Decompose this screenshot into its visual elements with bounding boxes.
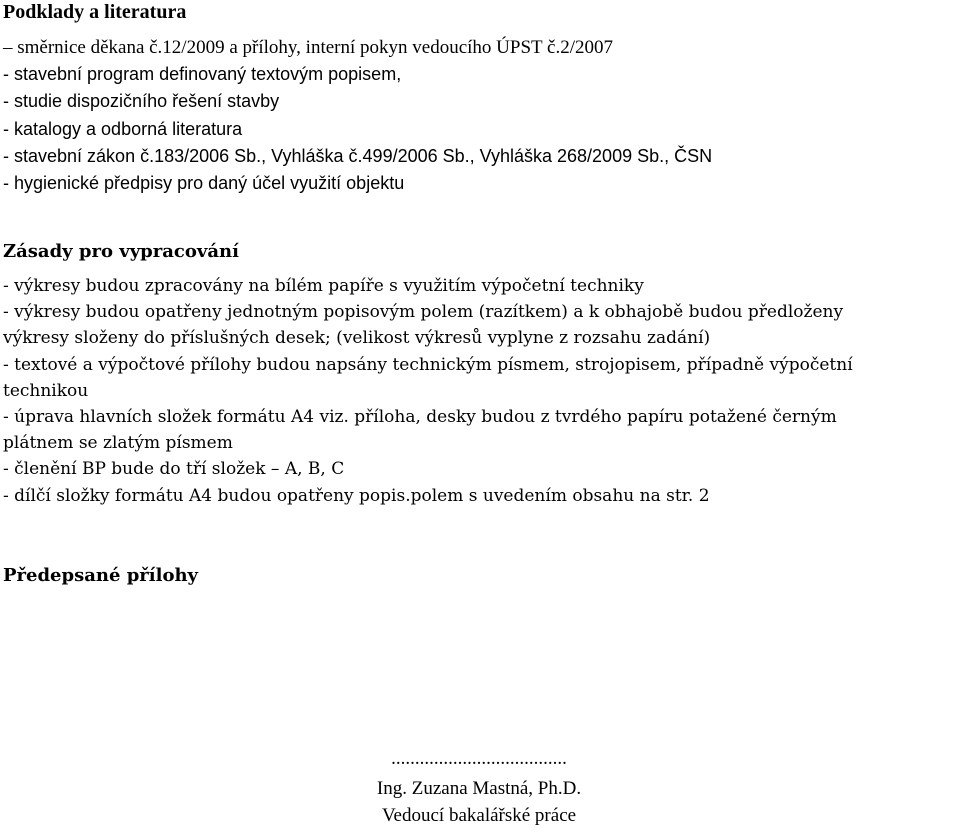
podklady-list [3,34,712,197]
zasady-list [3,273,853,509]
list-item: - členění BP bude do tří složek – A, B, C [3,459,345,480]
list-item: - studie dispozičního řešení stavby [3,91,280,112]
list-item: - výkresy budou zpracovány na bílém papíře s využitím výpočetní techniky [3,276,644,296]
list-item: výkresy složeny do příslušných desek; (velikost výkresů vyplyne z rozsahu zadání) [3,328,711,349]
supervisor-name: Ing. Zuzana Mastná, Ph.D. [376,778,582,799]
signature-block [329,742,629,829]
list-item: - katalogy a odborná literatura [3,118,243,139]
list-item: - úprava hlavních složek formátu A4 viz. příloha, desky budou z tvrdého papíru potažené černým [3,407,837,428]
supervisor-role: Vedoucí bakalářské práce [381,805,577,826]
list-item: - dílčí složky formátu A4 budou opatřeny popis.polem s uvedením obsahu na str. 2 [3,485,710,506]
list-item: technikou [3,380,89,401]
list-item: - stavební program definovaný textovým popisem, [3,64,402,85]
section-title-podklady: Podklady a literatura [3,1,187,23]
list-item: - stavební zákon č.183/2006 Sb., Vyhláška č.499/2006 Sb., Vyhláška 268/2009 Sb., ČSN [3,145,713,166]
list-item: – směrnice děkana č.12/2009 a přílohy, interní pokyn vedoucího ÚPST č.2/2007 [3,37,613,58]
section-title-prilohy: Předepsané přílohy [3,565,198,586]
list-item: plátnem se zlatým písmem [3,433,233,454]
signature-line: ..................................... [391,748,567,769]
list-item: - textové a výpočtové přílohy budou napsány technickým písmem, strojopisem, případně výpočetní [3,354,853,375]
list-item: - výkresy budou opatřeny jednotným popisovým polem (razítkem) a k obhajobě budou předloženy [3,302,844,323]
section-title-zasady: Zásady pro vypracování [3,241,239,262]
list-item: - hygienické předpisy pro daný účel využití objektu [3,173,405,194]
